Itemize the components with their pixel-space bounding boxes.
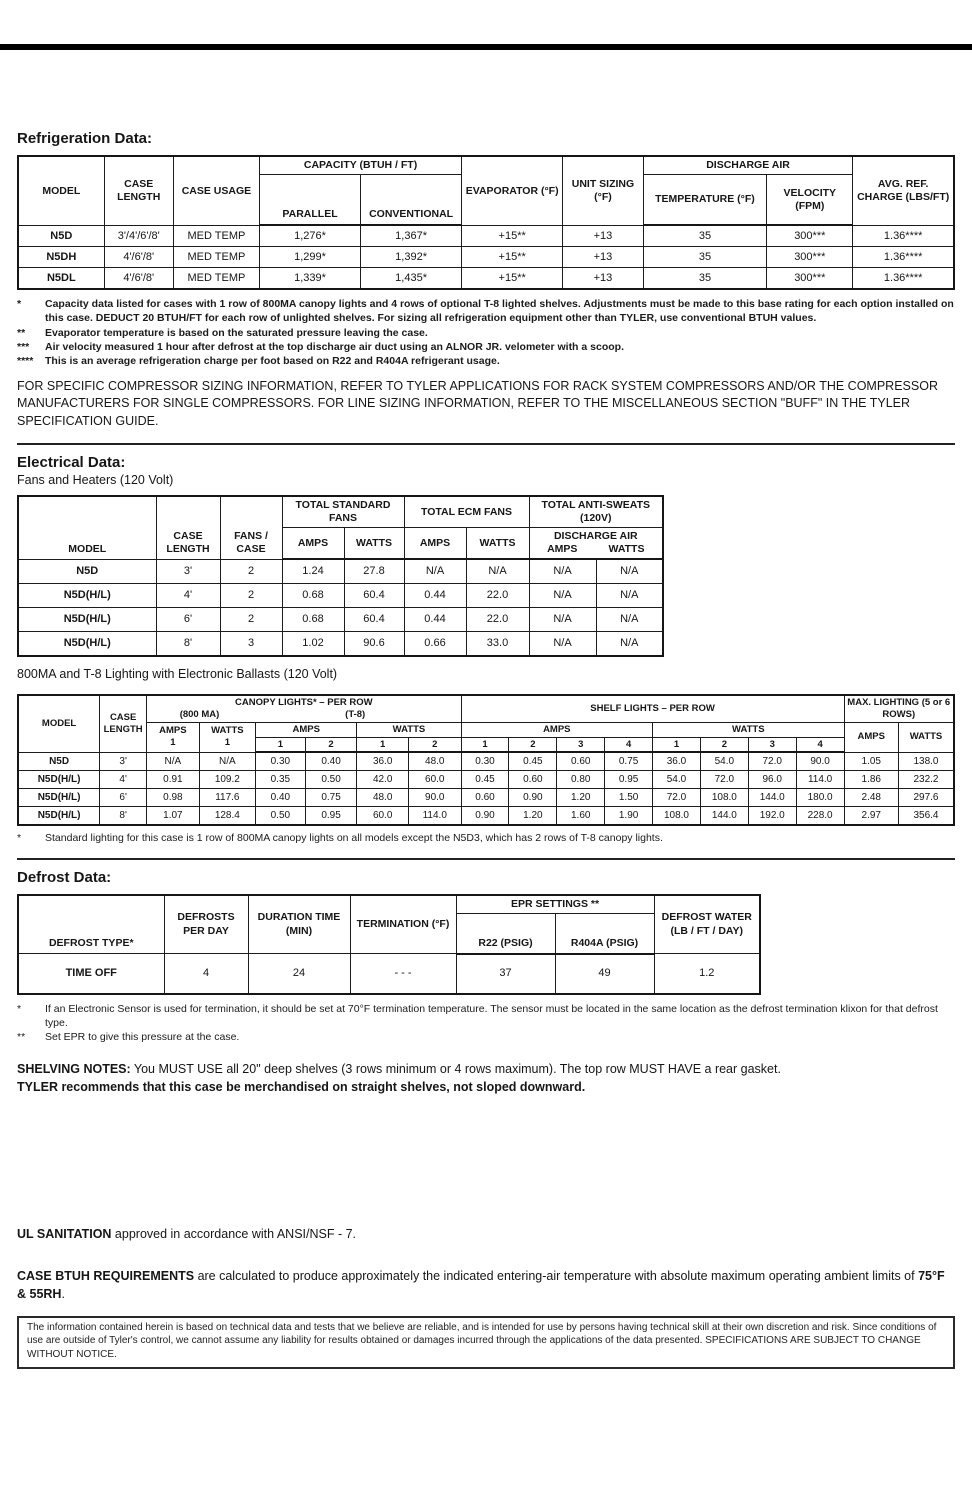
footnote [17,1002,955,1030]
footnote [17,326,955,340]
refrigeration-table-body [18,225,954,289]
table-cell: 4' [156,584,220,608]
col-header-watts: WATTS [608,543,645,556]
label-t8: (T-8) [345,708,366,720]
table-cell: 108.0 [653,807,701,826]
footnote-text: This is an average refrigeration charge per foot based on R22 and R404A refrigerant usage. [45,354,500,367]
footnote-marker: *** [17,340,30,353]
row-number: 1 [357,737,409,752]
table-cell: MED TEMP [173,268,259,290]
table-cell: 54.0 [653,771,701,789]
table-cell: 0.95 [305,807,357,826]
table-cell: 49 [555,954,654,994]
row-number: 4 [796,737,844,752]
table-cell: 60.4 [344,584,404,608]
col-header-amps: AMPS [547,543,578,556]
col-header-discharge-air [529,528,663,560]
table-cell: N/A [529,559,596,584]
table-cell: 0.90 [461,807,509,826]
table-row [18,771,954,789]
table-cell: N5D(H/L) [18,807,100,826]
row-number: 3 [748,737,796,752]
table-cell: 109.2 [199,771,255,789]
refrigeration-table [17,155,955,290]
case-btuh-text: are calculated to produce approximately the indicated entering-air temperature with absolute maximum operating ambient limits of [194,1268,919,1283]
col-header-duration-time: DURATION TIME (MIN) [248,895,350,954]
table-cell: 2.48 [844,789,898,807]
footnote-text: Air velocity measured 1 hour after defrost at the top discharge air duct using an ALNOR JR. velometer with a scoop. [45,340,624,353]
table-cell: 0.50 [256,807,306,826]
table-cell: N5D(H/L) [18,789,100,807]
table-row [18,789,954,807]
table-cell: 117.6 [199,789,255,807]
table-cell: 96.0 [748,771,796,789]
footnote-text: Capacity data listed for cases with 1 row of 800MA canopy lights and 4 rows of optional T-8 lighted shelves. Adjustments must be made to this base rating for each option installed on this case. DEDUCT 20 BTUH/FT for each row of unlighted shelves. For sizing all refrigeration equipment other than TYLER, use conventional BTUH values. [45,298,954,325]
case-btuh-note [17,1267,955,1303]
table-cell: 2.97 [844,807,898,826]
table-cell: 108.0 [700,789,748,807]
table-cell: N/A [529,608,596,632]
footnote-text: If an Electronic Sensor is used for termination, it should be set at 70°F termination temperature. The sensor must be located in the same location as the defrost termination klixon for that defrost type. [45,1002,938,1029]
defrost-table [17,894,761,995]
table-cell: 8' [100,807,147,826]
canopy-lights-label: CANOPY LIGHTS* – PER ROW [235,696,373,708]
table-cell: 114.0 [408,807,461,826]
table-cell: 1.36**** [853,247,954,268]
ul-sanitation-text: approved in accordance with ANSI/NSF - 7. [111,1226,357,1241]
table-cell: 60.0 [408,771,461,789]
col-header-total-standard-fans: TOTAL STANDARD FANS [282,496,404,528]
table-cell: 144.0 [748,789,796,807]
table-cell: N5D [18,559,156,584]
row-number: 2 [305,737,357,752]
table-cell: 35 [643,225,767,247]
table-cell: 54.0 [700,752,748,771]
footnote-text: Standard lighting for this case is 1 row of 800MA canopy lights on all models except the N5D3, which has 2 rows of T-8 canopy lights. [45,832,663,845]
table-cell: 0.30 [256,752,306,771]
table-cell: MED TEMP [173,247,259,268]
table-cell: 0.91 [147,771,200,789]
table-cell: 3 [220,632,282,657]
table-cell: 0.75 [605,752,653,771]
defrost-header-row-1 [18,895,760,914]
ul-sanitation-note [17,1227,955,1241]
row-number: 1 [170,737,176,749]
table-cell: 144.0 [700,807,748,826]
table-cell: N/A [199,752,255,771]
table-cell: 72.0 [653,789,701,807]
table-cell: 90.6 [344,632,404,657]
col-header-total-anti-sweats: TOTAL ANTI-SWEATS (120V) [529,496,663,528]
table-cell: N/A [529,632,596,657]
fans-heaters-subheading: Fans and Heaters (120 Volt) [17,472,174,487]
table-cell: 1.36**** [853,268,954,290]
table-cell: 72.0 [748,752,796,771]
table-row [18,608,663,632]
case-btuh-label: CASE BTUH REQUIREMENTS [17,1268,195,1283]
lighting-table [17,694,955,827]
table-cell: 0.45 [461,771,509,789]
table-cell: 1.2 [654,954,760,994]
footnote-marker: * [17,298,22,311]
table-cell: N/A [596,632,663,657]
col-header-t8-amps: AMPS [256,722,357,737]
col-header-amps: AMPS [282,528,344,560]
col-header-total-ecm-fans: TOTAL ECM FANS [404,496,529,528]
table-cell: 297.6 [898,789,954,807]
col-header-r404a: R404A (PSIG) [555,913,654,954]
col-header-r22: R22 (PSIG) [456,913,555,954]
table-row [18,247,954,268]
case-btuh-limits: 75°F & 55RH [17,1268,945,1301]
table-cell: 60.4 [344,608,404,632]
defrost-data-heading: Defrost Data: [17,868,112,886]
table-cell: 35 [643,268,767,290]
electrical-data-heading: Electrical Data: [17,453,126,471]
table-cell: 1.20 [509,807,557,826]
table-cell: 90.0 [408,789,461,807]
col-header-evaporator: EVAPORATOR (°F) [462,156,563,225]
footnote-text: Set EPR to give this pressure at the case. [45,1031,240,1043]
table-cell: 60.0 [357,807,409,826]
col-header-defrost-type: DEFROST TYPE* [18,895,164,954]
watts-label: WATTS [211,725,244,737]
col-header-t8-watts: WATTS [357,722,461,737]
shelving-notes-text: You MUST USE all 20" deep shelves (3 rows minimum or 4 rows maximum). The top row MUST HAVE a rear gasket. [130,1062,781,1077]
table-cell: 0.98 [147,789,200,807]
footnote [17,1030,955,1044]
table-cell: 0.44 [404,584,466,608]
row-number: 2 [509,737,557,752]
table-row [18,559,663,584]
ul-sanitation-label: UL SANITATION [17,1226,112,1241]
table-cell: 128.4 [199,807,255,826]
col-header-case-length: CASE LENGTH [104,156,173,225]
footnote-text: Evaporator temperature is based on the saturated pressure leaving the case. [45,326,428,339]
col-header-max-amps: AMPS [844,722,898,752]
fans-header-row-1 [18,496,663,528]
col-header-800ma-watts [199,722,255,752]
table-row [18,268,954,290]
table-cell: 3'/4'/6'/8' [104,225,173,247]
table-cell: 1,367* [361,225,462,247]
col-header-conventional: CONVENTIONAL [361,175,462,226]
table-cell: 1.50 [605,789,653,807]
table-cell: 22.0 [466,584,529,608]
col-header-watts: WATTS [466,528,529,560]
spec-sheet-page [0,130,972,1369]
table-cell: 192.0 [748,807,796,826]
table-cell: N/A [466,559,529,584]
lighting-header-row-1 [18,695,954,722]
table-cell: 6' [100,789,147,807]
label-800ma: (800 MA) [179,708,220,720]
col-header-case-length: CASE LENGTH [156,496,220,560]
defrost-table-body [18,954,760,994]
table-cell: 37 [456,954,555,994]
table-cell: 1.02 [282,632,344,657]
table-cell: 0.90 [509,789,557,807]
col-header-parallel: PARALLEL [259,175,360,226]
table-cell: 356.4 [898,807,954,826]
canopy-type-sublabels [148,709,459,721]
table-cell: 0.95 [605,771,653,789]
blank-space [17,1109,955,1227]
table-cell: 300*** [767,225,853,247]
col-header-model: MODEL [18,496,156,560]
table-cell: 48.0 [357,789,409,807]
table-cell: 180.0 [796,789,844,807]
fans-table-body [18,559,663,656]
table-cell: 8' [156,632,220,657]
table-cell: 0.68 [282,584,344,608]
disclaimer-box [17,1316,955,1369]
table-cell: 0.30 [461,752,509,771]
table-cell: 1.86 [844,771,898,789]
col-header-watts: WATTS [344,528,404,560]
col-header-unit-sizing: UNIT SIZING (°F) [563,156,643,225]
table-cell: 0.75 [305,789,357,807]
table-cell: +15** [462,225,563,247]
compressor-sizing-note: FOR SPECIFIC COMPRESSOR SIZING INFORMATION, REFER TO TYLER APPLICATIONS FOR RACK SYSTEM COMPRESSORS AND/OR THE COMPRESSOR MANUFACTURERS FOR SINGLE COMPRESSORS. FOR LINE SIZING INFORMATION, REFER TO THE MISCELLANEOUS SECTION "BUFF" IN THE TYLER SPECIFICATION GUIDE. [17,378,938,428]
lighting-table-body [18,752,954,825]
shelving-notes-label: SHELVING NOTES: [17,1062,131,1077]
col-header-epr-settings: EPR SETTINGS ** [456,895,654,914]
table-cell: 35 [643,247,767,268]
row-number: 2 [408,737,461,752]
section-divider [17,858,955,860]
table-cell: N5DL [18,268,104,290]
table-cell: N/A [596,559,663,584]
footnote-marker: **** [17,354,34,367]
table-cell: 0.40 [256,789,306,807]
table-cell: 36.0 [357,752,409,771]
col-header-temperature: TEMPERATURE (°F) [643,175,767,226]
col-header-velocity: VELOCITY (FPM) [767,175,853,226]
table-cell: 1,339* [259,268,360,290]
footnote [17,831,955,845]
table-cell: 114.0 [796,771,844,789]
table-row [18,954,760,994]
row-number: 1 [461,737,509,752]
table-cell: N/A [596,584,663,608]
table-cell: 1,435* [361,268,462,290]
col-header-capacity: CAPACITY (BTUH / FT) [259,156,461,175]
table-cell: 36.0 [653,752,701,771]
table-cell: 0.60 [557,752,605,771]
table-row [18,225,954,247]
table-cell: 0.80 [557,771,605,789]
col-header-case-usage: CASE USAGE [173,156,259,225]
table-cell: 1,299* [259,247,360,268]
table-cell: +13 [563,225,643,247]
table-cell: N5D(H/L) [18,771,100,789]
row-number: 2 [700,737,748,752]
table-cell: N5DH [18,247,104,268]
table-cell: N5D(H/L) [18,608,156,632]
table-cell: 24 [248,954,350,994]
table-cell: 4'/6'/8' [104,268,173,290]
fans-heaters-table [17,495,664,658]
lighting-subheading: 800MA and T-8 Lighting with Electronic Ballasts (120 Volt) [17,667,338,682]
refrigeration-data-heading: Refrigeration Data: [17,130,153,147]
col-header-case-length: CASE LENGTH [100,695,147,753]
table-cell: MED TEMP [173,225,259,247]
col-header-discharge-air: DISCHARGE AIR [643,156,853,175]
table-cell: +15** [462,268,563,290]
table-cell: 4 [164,954,248,994]
table-cell: 1.07 [147,807,200,826]
table-cell: 4'/6'/8' [104,247,173,268]
table-cell: 6' [156,608,220,632]
table-cell: N5D(H/L) [18,632,156,657]
col-header-avg-ref-charge: AVG. REF. CHARGE (LBS/FT) [853,156,954,225]
table-cell: 72.0 [700,771,748,789]
table-cell: 33.0 [466,632,529,657]
table-cell: 2 [220,608,282,632]
col-header-model: MODEL [18,695,100,753]
table-cell: 1.60 [557,807,605,826]
lighting-header-row-2 [18,722,954,737]
col-header-shelf-lights: SHELF LIGHTS – PER ROW [461,695,844,722]
table-cell: 300*** [767,268,853,290]
table-cell: 138.0 [898,752,954,771]
table-cell: 0.40 [305,752,357,771]
footnote [17,340,955,354]
table-cell: 232.2 [898,771,954,789]
table-cell: 1.05 [844,752,898,771]
footnote-marker: ** [17,326,26,339]
table-cell: 0.44 [404,608,466,632]
col-header-shelf-watts: WATTS [653,722,845,737]
table-cell: 1,392* [361,247,462,268]
table-cell: 22.0 [466,608,529,632]
table-row [18,752,954,771]
table-cell: - - - [350,954,456,994]
shelving-notes-line2: TYLER recommends that this case be merchandised on straight shelves, not sloped downward. [17,1080,586,1095]
table-cell: N/A [596,608,663,632]
col-header-defrost-water: DEFROST WATER (LB / FT / DAY) [654,895,760,954]
col-header-defrosts-per-day: DEFROSTS PER DAY [164,895,248,954]
lighting-footnote-block [17,831,955,845]
discharge-air-sublabels [532,543,661,556]
col-header-model: MODEL [18,156,104,225]
table-cell: N/A [404,559,466,584]
disclaimer-text: The information contained herein is based on technical data and tests that we believe are reliable, and is intended for use by persons having technical skill at their own discretion and risk. Since conditions of use are outside of Tyler's control, we cannot assume any liability for results obtained or damages incurred through the applications of the data presented. SPECIFICATIONS ARE SUBJECT TO CHANGE WITHOUT NOTICE. [27,1321,937,1361]
table-cell: +13 [563,268,643,290]
refrigeration-footnotes [17,297,955,367]
case-btuh-period: . [61,1286,65,1301]
table-cell: N5D [18,225,104,247]
col-header-shelf-amps: AMPS [461,722,653,737]
footnote [17,354,955,368]
footnote-marker: * [17,832,22,845]
table-cell: 0.68 [282,608,344,632]
table-cell: 3' [156,559,220,584]
table-cell: 2 [220,559,282,584]
footnote [17,297,955,325]
discharge-air-label: DISCHARGE AIR [553,530,638,543]
refrigeration-header-row-1 [18,156,954,175]
table-cell: +13 [563,247,643,268]
table-cell: 228.0 [796,807,844,826]
table-cell: 0.66 [404,632,466,657]
row-number: 1 [256,737,306,752]
col-header-800ma-amps [147,722,200,752]
table-cell: 48.0 [408,752,461,771]
table-cell: 1.20 [557,789,605,807]
table-cell: 27.8 [344,559,404,584]
row-number: 1 [653,737,701,752]
table-cell: TIME OFF [18,954,164,994]
table-row [18,584,663,608]
footnote-marker: * [17,1002,22,1015]
table-row [18,807,954,826]
table-cell: 0.50 [305,771,357,789]
table-cell: 0.60 [509,771,557,789]
col-header-max-lighting: MAX. LIGHTING (5 or 6 ROWS) [844,695,954,722]
table-cell: 4' [100,771,147,789]
table-cell: 90.0 [796,752,844,771]
row-number: 3 [557,737,605,752]
table-cell: 3' [100,752,147,771]
defrost-footnotes [17,1002,955,1044]
table-row [18,632,663,657]
col-header-max-watts: WATTS [898,722,954,752]
col-header-fans-case: FANS / CASE [220,496,282,560]
shelving-notes [17,1060,955,1096]
table-cell: 42.0 [357,771,409,789]
table-cell: 0.35 [256,771,306,789]
table-cell: 1,276* [259,225,360,247]
row-number: 1 [224,737,230,749]
col-header-amps: AMPS [404,528,466,560]
table-cell: 300*** [767,247,853,268]
table-cell: +15** [462,247,563,268]
table-cell: 0.60 [461,789,509,807]
col-header-termination: TERMINATION (°F) [350,895,456,954]
table-cell: 1.36**** [853,225,954,247]
table-cell: N5D [18,752,100,771]
amps-label: AMPS [159,725,187,737]
col-header-canopy-lights [147,695,461,722]
table-cell: N/A [529,584,596,608]
row-number: 4 [605,737,653,752]
footnote-marker: ** [17,1031,26,1043]
table-cell: 1.90 [605,807,653,826]
section-divider [17,443,955,445]
table-cell: 0.45 [509,752,557,771]
table-cell: N/A [147,752,200,771]
table-cell: N5D(H/L) [18,584,156,608]
page-top-rule [0,44,972,50]
table-cell: 1.24 [282,559,344,584]
table-cell: 2 [220,584,282,608]
